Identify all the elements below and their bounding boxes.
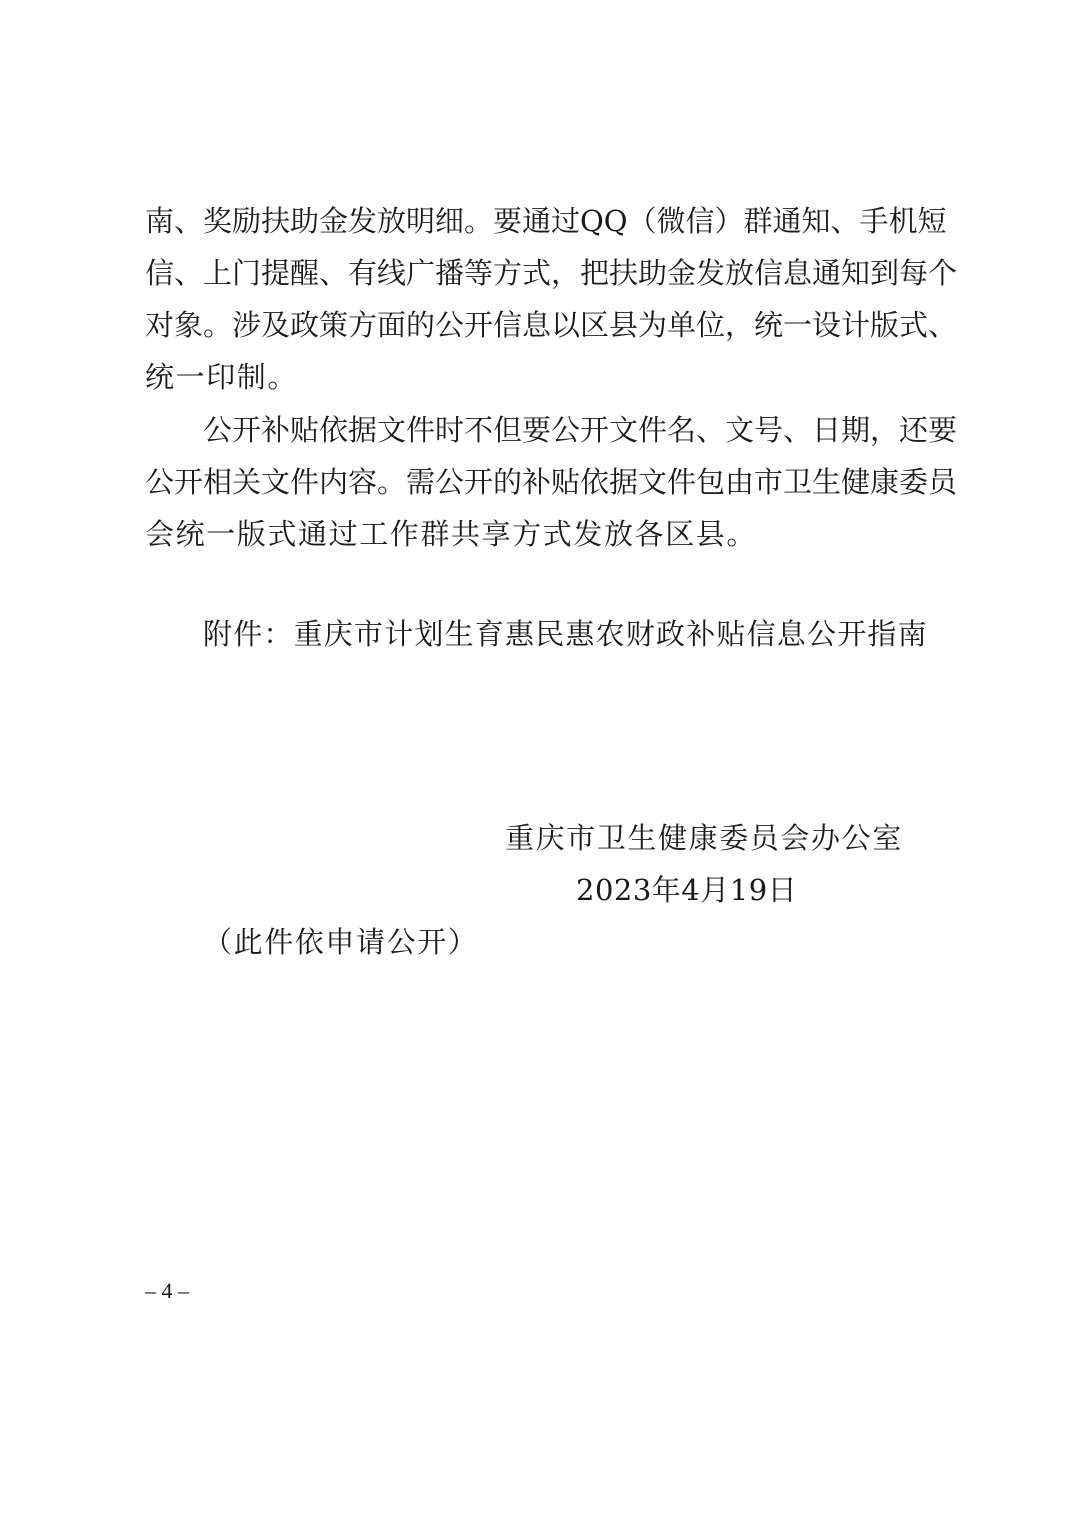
paragraph-1-line-1: 南、奖励扶助金发放明细。要通过QQ（微信）群通知、手机短 — [145, 204, 947, 238]
paragraph-1-line-3: 对象。涉及政策方面的公开信息以区县为单位，统一设计版式、 — [145, 308, 958, 342]
issue-date: 2023年4月19日 — [576, 873, 798, 907]
paragraph-2-line-1: 公开补贴依据文件时不但要公开文件名、文号、日期，还要 — [203, 413, 958, 447]
page-number: – 4 – — [145, 1278, 189, 1303]
paragraph-2-line-2: 公开相关文件内容。需公开的补贴依据文件包由市卫生健康委员 — [145, 465, 958, 499]
disclosure-note: （此件依申请公开） — [203, 925, 479, 959]
attachment-line: 附件：重庆市计划生育惠民惠农财政补贴信息公开指南 — [203, 617, 928, 651]
paragraph-2-line-3: 会统一版式通过工作群共享方式发放各区县。 — [145, 517, 758, 551]
issuer-name: 重庆市卫生健康委员会办公室 — [505, 821, 903, 855]
paragraph-1-line-4: 统一印制。 — [145, 360, 299, 394]
paragraph-1-line-2: 信、上门提醒、有线广播等方式，把扶助金发放信息通知到每个 — [145, 256, 958, 290]
